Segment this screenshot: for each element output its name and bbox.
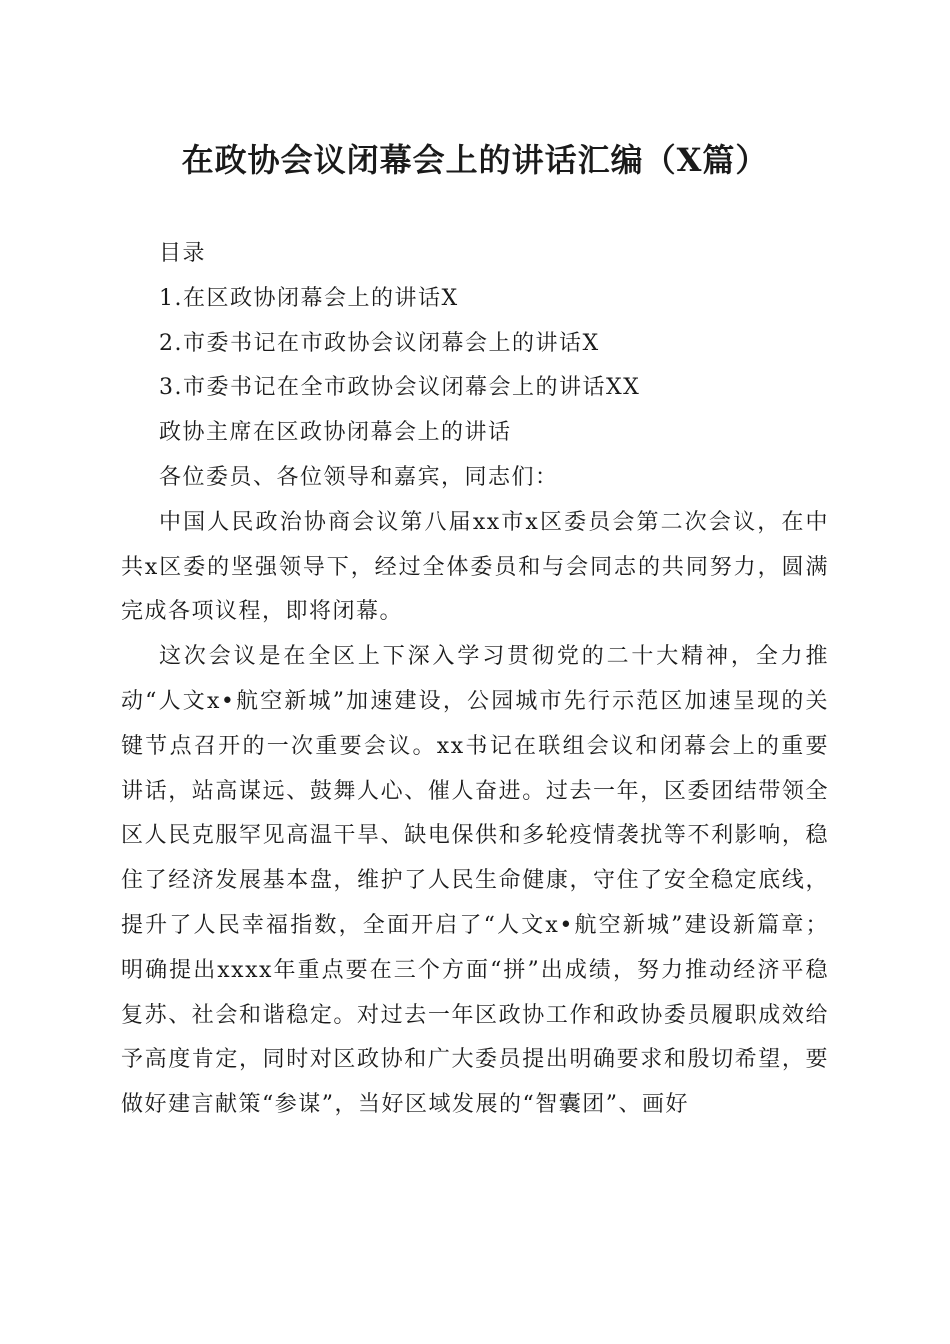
toc-item: 3.市委书记在全市政协会议闭幕会上的讲话XX bbox=[159, 375, 641, 401]
speech-title: 政协主席在区政协闭幕会上的讲话 bbox=[159, 420, 512, 446]
salutation: 各位委员、各位领导和嘉宾，同志们： bbox=[159, 464, 559, 490]
body-paragraph: 中国人民政治协商会议第八届xx市x区委员会第二次会议，在中共x区委的坚强领导下，经过全体委员和与会同志的共同努力，圆满完成各项议程，即将闭幕。 bbox=[121, 509, 829, 625]
document-title: 在政协会议闭幕会上的讲话汇编（X篇） bbox=[181, 141, 769, 179]
document-body bbox=[121, 232, 829, 1128]
body-paragraph: 这次会议是在全区上下深入学习贯彻党的二十大精神，全力推动“人文x•航空新城”加速建设，公园城市先行示范区加速呈现的关键节点召开的一次重要会议。xx书记在联组会议和闭幕会上的重要讲话，站高谋远、鼓舞人心、催人奋进。过去一年，区委团结带领全区人民克服罕见高温干旱、缺电保供和多轮疫情袭扰等不利影响，稳住了经济发展基本盘，维护了人民生命健康，守住了安全稳定底线，提升了人民幸福指数，全面开启了“人文x•航空新城”建设新篇章；明确提出xxxx年重点要在三个方面“拼”出成绩，努力推动经济平稳复苏、社会和谐稳定。对过去一年区政协工作和政协委员履职成效给予高度肯定，同时对区政协和广大委员提出明确要求和殷切希望，要做好建言献策“参谋”，当好区域发展的“智囊团”、画好 bbox=[121, 644, 829, 1118]
toc-item: 1.在区政协闭幕会上的讲话X bbox=[159, 285, 459, 311]
toc-item: 2.市委书记在市政协会议闭幕会上的讲话X bbox=[159, 330, 600, 356]
toc-heading: 目录 bbox=[159, 241, 207, 266]
